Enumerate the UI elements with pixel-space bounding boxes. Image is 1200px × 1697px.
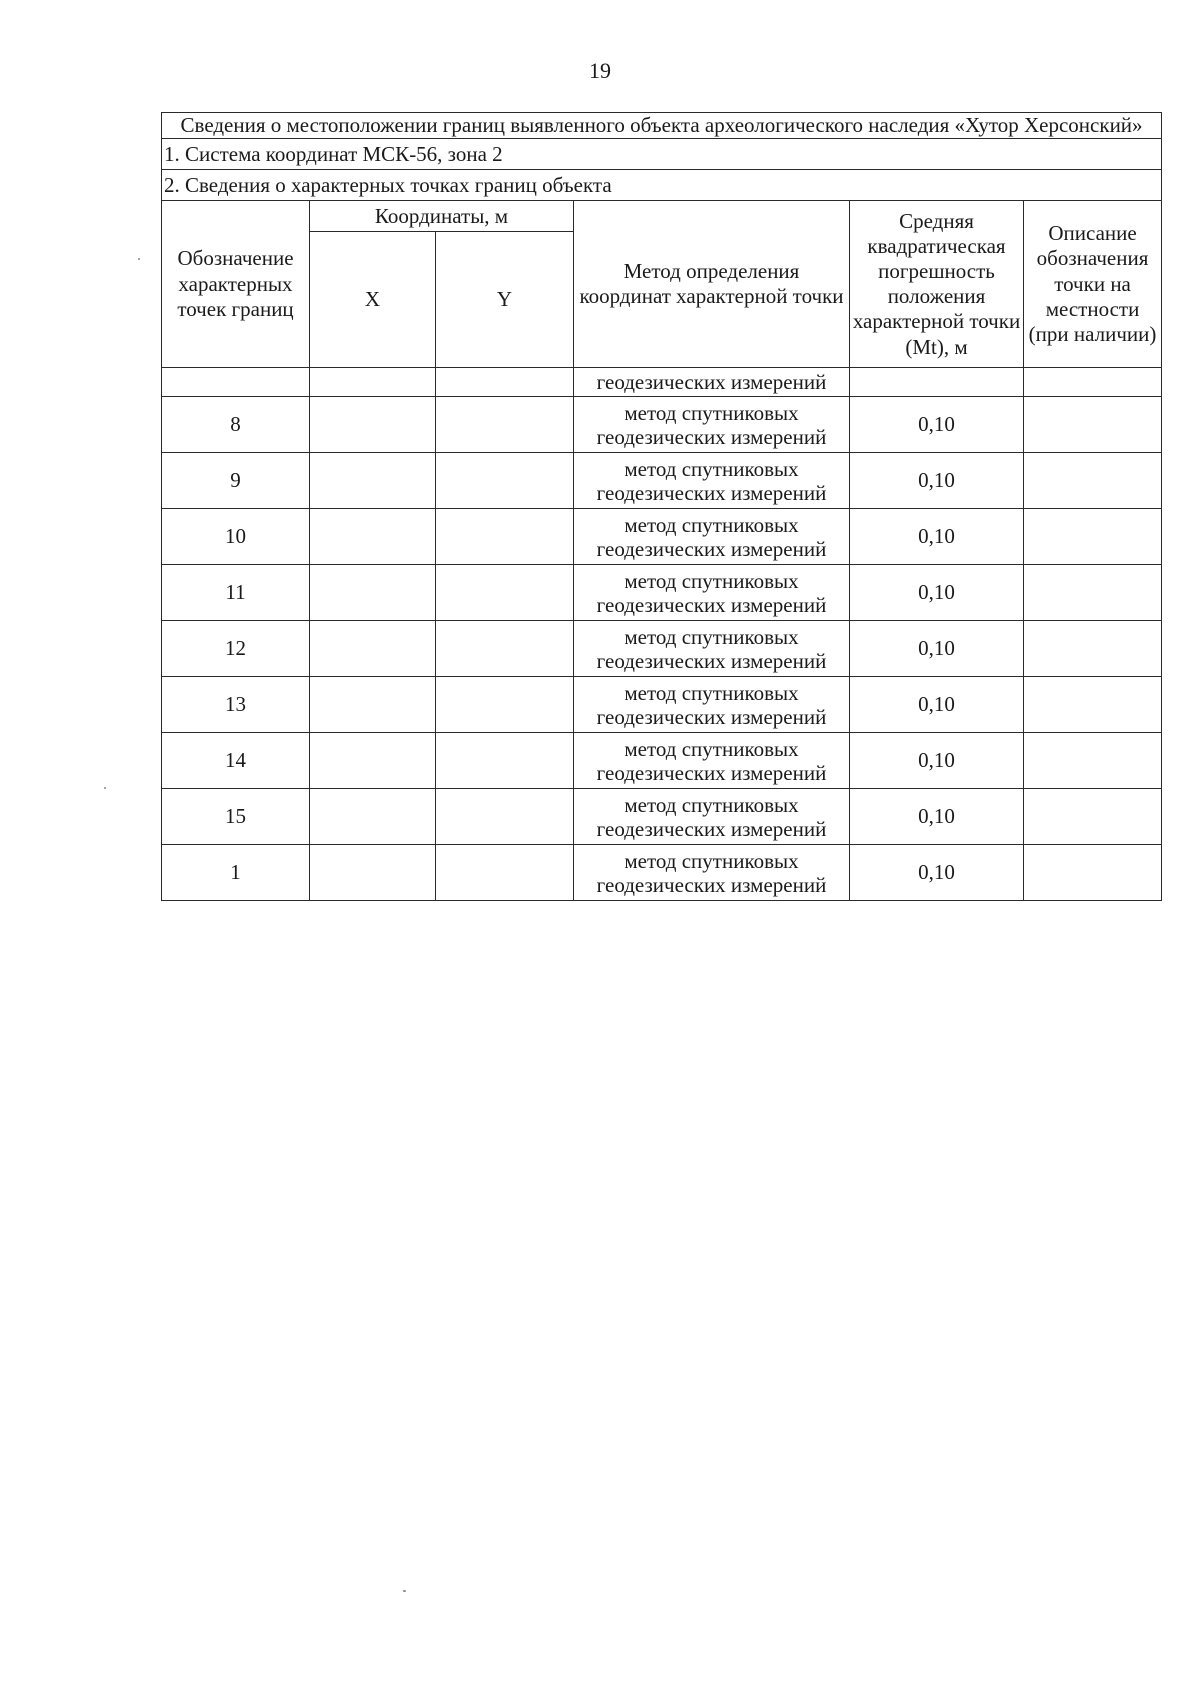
point-designation: 14 — [162, 733, 310, 789]
point-designation: 8 — [162, 397, 310, 453]
accuracy-value: 0,10 — [850, 397, 1024, 453]
method-line-2: геодезических измерений — [596, 648, 827, 673]
table-row — [162, 677, 1162, 733]
table-row — [162, 509, 1162, 565]
header-row-1 — [162, 201, 1162, 232]
method — [574, 677, 850, 733]
accuracy-value: 0,10 — [850, 509, 1024, 565]
header-y: Y — [436, 232, 574, 368]
method — [574, 845, 850, 901]
method-line-2: геодезических измерений — [596, 424, 827, 449]
accuracy-value: 0,10 — [850, 621, 1024, 677]
coordinate-system-row — [162, 139, 1162, 170]
point-designation: 13 — [162, 677, 310, 733]
continuation-x — [310, 368, 436, 397]
coord-y — [436, 453, 574, 509]
continuation-point — [162, 368, 310, 397]
method-line-1: метод спутниковых — [624, 400, 799, 425]
coord-y — [436, 677, 574, 733]
coord-y — [436, 733, 574, 789]
coord-x — [310, 565, 436, 621]
table-row — [162, 453, 1162, 509]
continuation-y — [436, 368, 574, 397]
point-designation: 15 — [162, 789, 310, 845]
header-accuracy: Средняя квадратическая погрешность положения характерной точки (Mt), м — [850, 201, 1024, 368]
scan-speck — [138, 258, 140, 260]
table-row — [162, 565, 1162, 621]
point-designation: 12 — [162, 621, 310, 677]
method-line-2: геодезических измерений — [596, 480, 827, 505]
method — [574, 621, 850, 677]
method — [574, 565, 850, 621]
method-line-1: метод спутниковых — [624, 624, 799, 649]
scan-speck — [403, 1590, 406, 1592]
scan-speck — [104, 787, 106, 789]
continuation-accuracy — [850, 368, 1024, 397]
coordinate-system: 1. Система координат МСК-56, зона 2 — [162, 139, 1162, 170]
header-method: Метод определения координат характерной точки — [574, 201, 850, 368]
coord-y — [436, 845, 574, 901]
coord-x — [310, 677, 436, 733]
method-line-1: метод спутниковых — [624, 680, 799, 705]
header-description: Описание обозначения точки на местности (при наличии) — [1024, 201, 1162, 368]
method-line-1: метод спутниковых — [624, 456, 799, 481]
header-point-designation: Обозначение характерных точек границ — [162, 201, 310, 368]
page-number: 19 — [589, 58, 611, 83]
coord-x — [310, 789, 436, 845]
method-line-1: метод спутниковых — [624, 568, 799, 593]
method-line-1: метод спутниковых — [624, 736, 799, 761]
table-row — [162, 733, 1162, 789]
coord-y — [436, 397, 574, 453]
method-line-2: геодезических измерений — [596, 760, 827, 785]
method-line-2: геодезических измерений — [596, 816, 827, 841]
boundary-points-table — [161, 112, 1162, 901]
coord-x — [310, 453, 436, 509]
table-row — [162, 397, 1162, 453]
coord-x — [310, 845, 436, 901]
method — [574, 453, 850, 509]
point-designation: 1 — [162, 845, 310, 901]
coord-y — [436, 509, 574, 565]
point-description — [1024, 565, 1162, 621]
method-line-2: геодезических измерений — [596, 592, 827, 617]
point-description — [1024, 845, 1162, 901]
method — [574, 509, 850, 565]
accuracy-value: 0,10 — [850, 789, 1024, 845]
accuracy-value: 0,10 — [850, 453, 1024, 509]
point-description — [1024, 621, 1162, 677]
table-title-row — [162, 113, 1162, 139]
coord-x — [310, 621, 436, 677]
continuation-method: геодезических измерений — [574, 368, 850, 397]
header-coordinates: Координаты, м — [310, 201, 574, 232]
method-line-1: метод спутниковых — [624, 848, 799, 873]
accuracy-value: 0,10 — [850, 565, 1024, 621]
method-line-2: геодезических измерений — [596, 704, 827, 729]
continuation-row — [162, 368, 1162, 397]
method-line-2: геодезических измерений — [596, 536, 827, 561]
method — [574, 733, 850, 789]
coord-x — [310, 397, 436, 453]
point-description — [1024, 509, 1162, 565]
coord-x — [310, 733, 436, 789]
accuracy-value: 0,10 — [850, 733, 1024, 789]
method-line-2: геодезических измерений — [596, 872, 827, 897]
coord-y — [436, 565, 574, 621]
table-row — [162, 845, 1162, 901]
table-title: Сведения о местоположении границ выявленного объекта археологического наследия «Хутор Херсонский» — [162, 113, 1162, 139]
point-description — [1024, 397, 1162, 453]
points-section-row — [162, 170, 1162, 201]
points-section-title: 2. Сведения о характерных точках границ объекта — [162, 170, 1162, 201]
method — [574, 397, 850, 453]
table-row — [162, 789, 1162, 845]
point-designation: 10 — [162, 509, 310, 565]
coord-y — [436, 621, 574, 677]
accuracy-value: 0,10 — [850, 845, 1024, 901]
point-description — [1024, 453, 1162, 509]
point-designation: 11 — [162, 565, 310, 621]
point-description — [1024, 789, 1162, 845]
point-designation: 9 — [162, 453, 310, 509]
coord-x — [310, 509, 436, 565]
coord-y — [436, 789, 574, 845]
header-x: X — [310, 232, 436, 368]
method-line-1: метод спутниковых — [624, 512, 799, 537]
point-description — [1024, 677, 1162, 733]
continuation-description — [1024, 368, 1162, 397]
method — [574, 789, 850, 845]
accuracy-value: 0,10 — [850, 677, 1024, 733]
point-description — [1024, 733, 1162, 789]
method-line-1: метод спутниковых — [624, 792, 799, 817]
table-row — [162, 621, 1162, 677]
